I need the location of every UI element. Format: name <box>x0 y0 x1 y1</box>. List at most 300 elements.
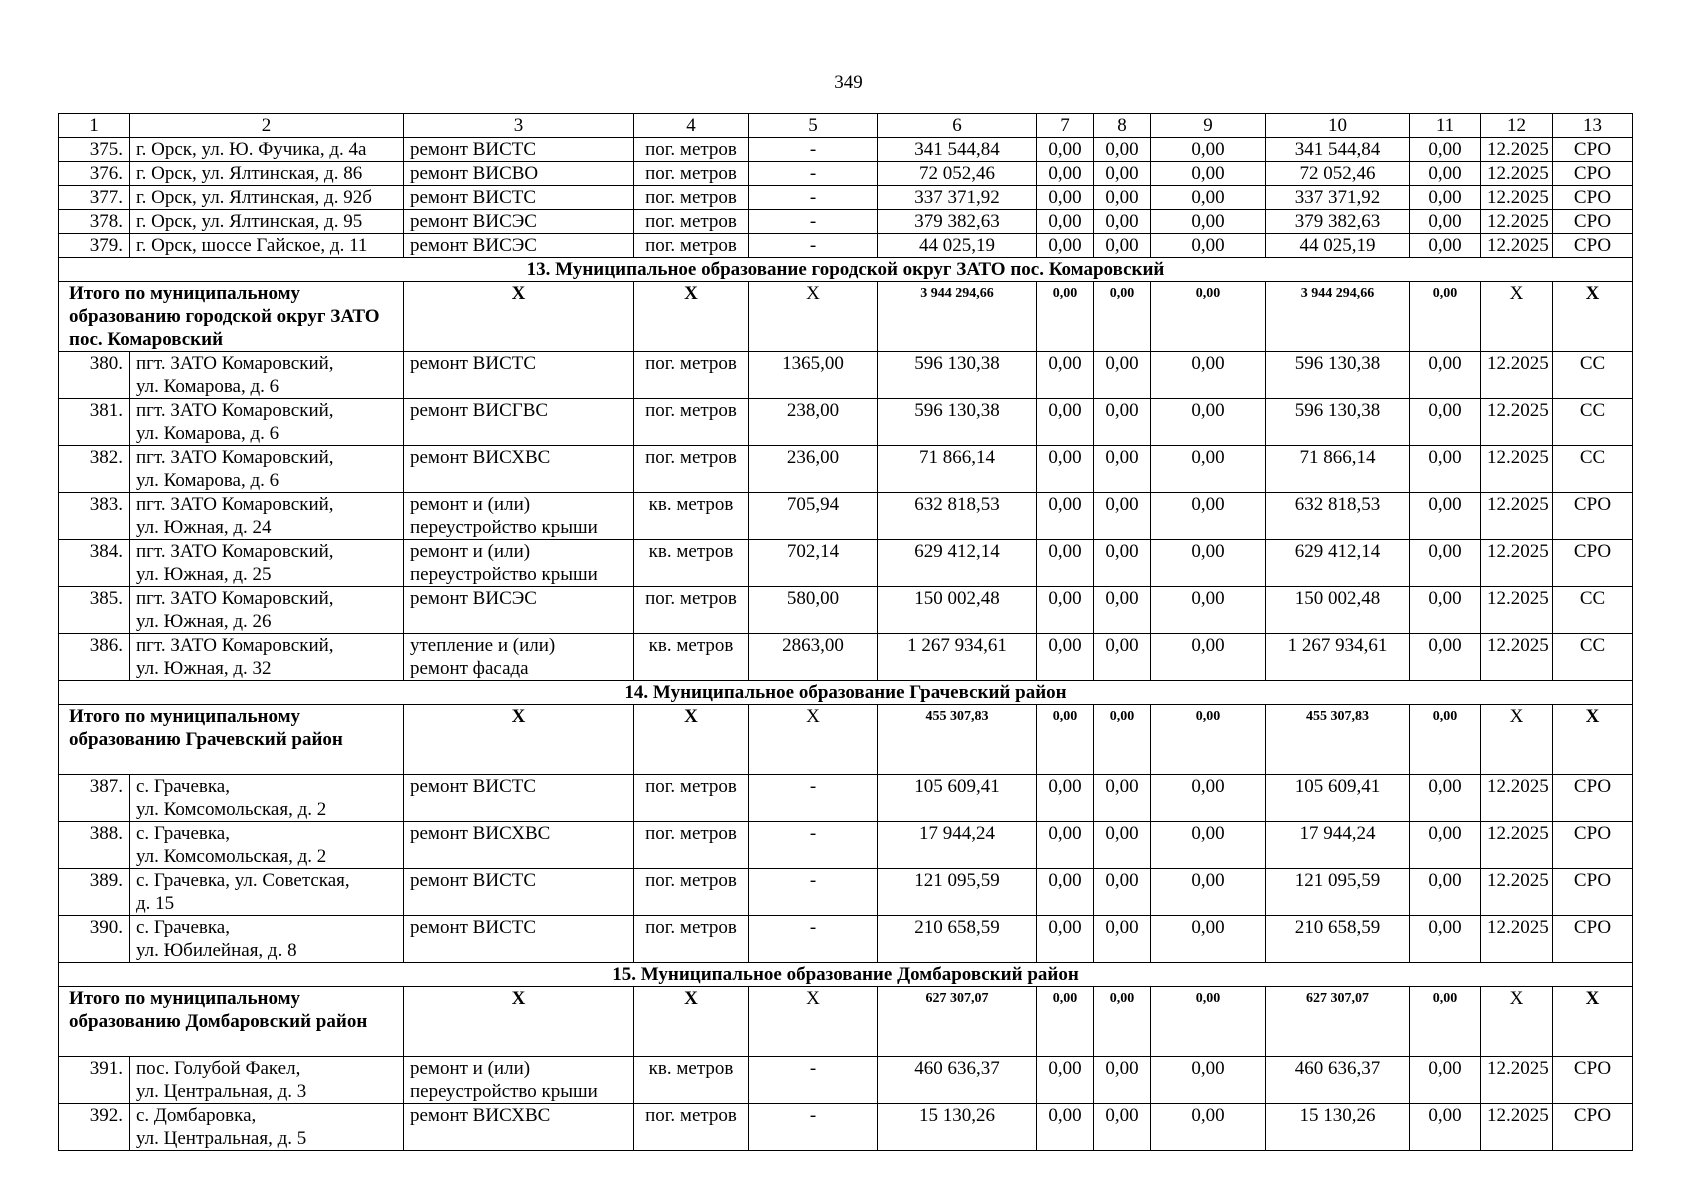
table-row <box>59 540 1633 587</box>
work-type-cell <box>404 210 634 234</box>
work-type-line: ремонт ВИСТС <box>410 917 537 938</box>
deadline-cell: 12.2025 <box>1481 1104 1553 1151</box>
address-line: ул. Комарова, д. 6 <box>136 376 280 397</box>
address-cell <box>130 775 404 822</box>
work-type-line: ремонт и (или) <box>410 1058 531 1079</box>
address-line: г. Орск, ул. Ялтинская, д. 92б <box>136 187 372 208</box>
cost-cell: 71 866,14 <box>878 446 1037 493</box>
cost-cell: 105 609,41 <box>878 775 1037 822</box>
work-type-cell <box>404 587 634 634</box>
total-value: 0,00 <box>1151 987 1266 1057</box>
value-cell: 0,00 <box>1037 822 1094 869</box>
column-number: 13 <box>1553 114 1633 138</box>
value-cell: 0,00 <box>1151 234 1266 258</box>
method-cell: СРО <box>1553 775 1633 822</box>
total-x: Х <box>749 282 878 352</box>
cost-cell: 379 382,63 <box>878 210 1037 234</box>
column-number: 12 <box>1481 114 1553 138</box>
value-cell: 0,00 <box>1037 493 1094 540</box>
cost-cell: 629 412,14 <box>878 540 1037 587</box>
value-cell: 0,00 <box>1094 634 1151 681</box>
work-type-line: переустройство крыши <box>410 517 598 538</box>
value-cell: 0,00 <box>1151 540 1266 587</box>
column-number-row <box>59 114 1633 138</box>
value-cell: 0,00 <box>1151 822 1266 869</box>
page-number: 349 <box>834 72 863 93</box>
value-cell: 0,00 <box>1151 446 1266 493</box>
address-line: пгт. ЗАТО Комаровский, <box>136 400 334 421</box>
address-line: пгт. ЗАТО Комаровский, <box>136 635 334 656</box>
unit-cell: пог. метров <box>634 352 749 399</box>
deadline-cell: 12.2025 <box>1481 634 1553 681</box>
address-line: ул. Южная, д. 24 <box>136 517 272 538</box>
value-cell: 0,00 <box>1151 162 1266 186</box>
total-x: Х <box>1481 705 1553 775</box>
address-line: ул. Южная, д. 26 <box>136 611 272 632</box>
table-row <box>59 775 1633 822</box>
section-header-row <box>59 963 1633 987</box>
column-number: 6 <box>878 114 1037 138</box>
deadline-cell: 12.2025 <box>1481 540 1553 587</box>
unit-cell: пог. метров <box>634 210 749 234</box>
quantity-cell: - <box>749 210 878 234</box>
address-line: пгт. ЗАТО Комаровский, <box>136 353 334 374</box>
value-cell: 0,00 <box>1037 234 1094 258</box>
row-number: 383. <box>59 493 130 540</box>
column-number: 1 <box>59 114 130 138</box>
address-line: пос. Голубой Факел, <box>136 1058 301 1079</box>
value-cell: 0,00 <box>1410 916 1481 963</box>
cost-cell: 460 636,37 <box>878 1057 1037 1104</box>
address-line: г. Орск, ул. Ялтинская, д. 95 <box>136 211 363 232</box>
value-cell: 0,00 <box>1151 1057 1266 1104</box>
work-type-line: ремонт ВИСХВС <box>410 823 551 844</box>
value-cell: 0,00 <box>1094 186 1151 210</box>
deadline-cell: 12.2025 <box>1481 775 1553 822</box>
address-cell <box>130 186 404 210</box>
unit-cell: кв. метров <box>634 540 749 587</box>
value-cell: 0,00 <box>1094 446 1151 493</box>
row-number: 377. <box>59 186 130 210</box>
address-cell <box>130 399 404 446</box>
cost-cell: 121 095,59 <box>1266 869 1410 916</box>
total-value: 0,00 <box>1151 282 1266 352</box>
total-cost: 455 307,83 <box>1266 705 1410 775</box>
table-row <box>59 399 1633 446</box>
method-cell: СС <box>1553 587 1633 634</box>
table-row <box>59 1057 1633 1104</box>
value-cell: 0,00 <box>1037 162 1094 186</box>
quantity-cell: 1365,00 <box>749 352 878 399</box>
value-cell: 0,00 <box>1151 210 1266 234</box>
value-cell: 0,00 <box>1094 587 1151 634</box>
cost-cell: 1 267 934,61 <box>1266 634 1410 681</box>
cost-cell: 121 095,59 <box>878 869 1037 916</box>
address-cell <box>130 1057 404 1104</box>
address-line: г. Орск, ул. Ялтинская, д. 86 <box>136 163 363 184</box>
cost-cell: 72 052,46 <box>878 162 1037 186</box>
value-cell: 0,00 <box>1037 587 1094 634</box>
value-cell: 0,00 <box>1094 162 1151 186</box>
total-x: Х <box>634 282 749 352</box>
section-title: 15. Муниципальное образование Домбаровский район <box>59 963 1633 987</box>
total-row <box>59 987 1633 1057</box>
column-number: 5 <box>749 114 878 138</box>
method-cell: СРО <box>1553 162 1633 186</box>
value-cell: 0,00 <box>1094 234 1151 258</box>
row-number: 386. <box>59 634 130 681</box>
address-line: пгт. ЗАТО Комаровский, <box>136 447 334 468</box>
deadline-cell: 12.2025 <box>1481 916 1553 963</box>
work-type-cell <box>404 352 634 399</box>
cost-cell: 15 130,26 <box>878 1104 1037 1151</box>
deadline-cell: 12.2025 <box>1481 587 1553 634</box>
work-type-line: утепление и (или) <box>410 635 556 656</box>
method-cell: СРО <box>1553 869 1633 916</box>
value-cell: 0,00 <box>1151 916 1266 963</box>
table-row <box>59 138 1633 162</box>
row-number: 390. <box>59 916 130 963</box>
quantity-cell: - <box>749 775 878 822</box>
address-line: пгт. ЗАТО Комаровский, <box>136 541 334 562</box>
cost-cell: 596 130,38 <box>878 399 1037 446</box>
quantity-cell: 580,00 <box>749 587 878 634</box>
cost-cell: 17 944,24 <box>1266 822 1410 869</box>
value-cell: 0,00 <box>1151 138 1266 162</box>
address-cell <box>130 210 404 234</box>
row-number: 381. <box>59 399 130 446</box>
address-line: г. Орск, шоссе Гайское, д. 11 <box>136 235 368 256</box>
unit-cell: пог. метров <box>634 869 749 916</box>
address-line: ул. Комсомольская, д. 2 <box>136 846 327 867</box>
column-number: 10 <box>1266 114 1410 138</box>
value-cell: 0,00 <box>1410 869 1481 916</box>
value-cell: 0,00 <box>1151 1104 1266 1151</box>
total-x: Х <box>1553 987 1633 1057</box>
quantity-cell: - <box>749 1057 878 1104</box>
row-number: 385. <box>59 587 130 634</box>
work-type-line: ремонт и (или) <box>410 541 531 562</box>
address-line: пгт. ЗАТО Комаровский, <box>136 494 334 515</box>
table-row <box>59 186 1633 210</box>
value-cell: 0,00 <box>1037 1104 1094 1151</box>
value-cell: 0,00 <box>1037 352 1094 399</box>
column-number: 4 <box>634 114 749 138</box>
value-cell: 0,00 <box>1037 446 1094 493</box>
cost-cell: 17 944,24 <box>878 822 1037 869</box>
cost-cell: 105 609,41 <box>1266 775 1410 822</box>
work-type-cell <box>404 916 634 963</box>
value-cell: 0,00 <box>1094 210 1151 234</box>
deadline-cell: 12.2025 <box>1481 1057 1553 1104</box>
total-x: Х <box>1481 987 1553 1057</box>
work-type-line: переустройство крыши <box>410 1081 598 1102</box>
unit-cell: пог. метров <box>634 587 749 634</box>
total-x: Х <box>404 282 634 352</box>
total-x: Х <box>634 705 749 775</box>
method-cell: СРО <box>1553 234 1633 258</box>
row-number: 378. <box>59 210 130 234</box>
value-cell: 0,00 <box>1094 493 1151 540</box>
row-number: 380. <box>59 352 130 399</box>
value-cell: 0,00 <box>1037 916 1094 963</box>
cost-cell: 460 636,37 <box>1266 1057 1410 1104</box>
quantity-cell: - <box>749 138 878 162</box>
value-cell: 0,00 <box>1410 540 1481 587</box>
cost-cell: 629 412,14 <box>1266 540 1410 587</box>
table-row <box>59 1104 1633 1151</box>
address-line: ул. Комсомольская, д. 2 <box>136 799 327 820</box>
method-cell: СРО <box>1553 186 1633 210</box>
address-line: пгт. ЗАТО Комаровский, <box>136 588 334 609</box>
address-line: д. 15 <box>136 893 175 914</box>
deadline-cell: 12.2025 <box>1481 210 1553 234</box>
value-cell: 0,00 <box>1037 210 1094 234</box>
deadline-cell: 12.2025 <box>1481 869 1553 916</box>
address-cell <box>130 162 404 186</box>
deadline-cell: 12.2025 <box>1481 399 1553 446</box>
work-type-line: переустройство крыши <box>410 564 598 585</box>
cost-cell: 632 818,53 <box>878 493 1037 540</box>
address-line: ул. Южная, д. 25 <box>136 564 272 585</box>
address-cell <box>130 1104 404 1151</box>
method-cell: СРО <box>1553 822 1633 869</box>
cost-cell: 337 371,92 <box>878 186 1037 210</box>
value-cell: 0,00 <box>1094 869 1151 916</box>
cost-cell: 72 052,46 <box>1266 162 1410 186</box>
work-type-line: ремонт ВИСВО <box>410 163 539 184</box>
method-cell: СС <box>1553 634 1633 681</box>
cost-cell: 596 130,38 <box>1266 352 1410 399</box>
row-number: 384. <box>59 540 130 587</box>
cost-cell: 341 544,84 <box>1266 138 1410 162</box>
address-line: с. Грачевка, <box>136 823 230 844</box>
work-type-cell <box>404 1057 634 1104</box>
total-value: 0,00 <box>1094 282 1151 352</box>
cost-cell: 632 818,53 <box>1266 493 1410 540</box>
work-type-line: ремонт ВИСТС <box>410 353 537 374</box>
total-x: Х <box>404 987 634 1057</box>
method-cell: СРО <box>1553 540 1633 587</box>
value-cell: 0,00 <box>1410 822 1481 869</box>
table-row <box>59 493 1633 540</box>
table-row <box>59 916 1633 963</box>
value-cell: 0,00 <box>1037 1057 1094 1104</box>
value-cell: 0,00 <box>1410 493 1481 540</box>
table-row <box>59 822 1633 869</box>
quantity-cell: - <box>749 822 878 869</box>
work-type-cell <box>404 399 634 446</box>
value-cell: 0,00 <box>1410 1104 1481 1151</box>
method-cell: СРО <box>1553 210 1633 234</box>
unit-cell: пог. метров <box>634 1104 749 1151</box>
total-cost: 627 307,07 <box>1266 987 1410 1057</box>
work-type-cell <box>404 1104 634 1151</box>
cost-cell: 44 025,19 <box>1266 234 1410 258</box>
method-cell: СРО <box>1553 138 1633 162</box>
value-cell: 0,00 <box>1151 186 1266 210</box>
method-cell: СС <box>1553 352 1633 399</box>
address-line: ул. Южная, д. 32 <box>136 658 272 679</box>
row-number: 392. <box>59 1104 130 1151</box>
work-type-cell <box>404 446 634 493</box>
unit-cell: пог. метров <box>634 186 749 210</box>
row-number: 375. <box>59 138 130 162</box>
address-cell <box>130 352 404 399</box>
deadline-cell: 12.2025 <box>1481 138 1553 162</box>
unit-cell: пог. метров <box>634 138 749 162</box>
deadline-cell: 12.2025 <box>1481 822 1553 869</box>
value-cell: 0,00 <box>1410 399 1481 446</box>
work-type-cell <box>404 234 634 258</box>
method-cell: СРО <box>1553 1057 1633 1104</box>
deadline-cell: 12.2025 <box>1481 493 1553 540</box>
value-cell: 0,00 <box>1410 352 1481 399</box>
cost-cell: 341 544,84 <box>878 138 1037 162</box>
value-cell: 0,00 <box>1410 138 1481 162</box>
work-type-line: ремонт ВИСЭС <box>410 235 537 256</box>
address-line: с. Грачевка, <box>136 917 230 938</box>
cost-cell: 596 130,38 <box>1266 399 1410 446</box>
quantity-cell: - <box>749 869 878 916</box>
value-cell: 0,00 <box>1151 634 1266 681</box>
total-x: Х <box>634 987 749 1057</box>
table-row <box>59 869 1633 916</box>
work-type-cell <box>404 775 634 822</box>
cost-cell: 1 267 934,61 <box>878 634 1037 681</box>
value-cell: 0,00 <box>1151 399 1266 446</box>
total-x: Х <box>404 705 634 775</box>
value-cell: 0,00 <box>1094 1057 1151 1104</box>
table-row <box>59 446 1633 493</box>
unit-cell: кв. метров <box>634 1057 749 1104</box>
row-number: 382. <box>59 446 130 493</box>
table-row <box>59 234 1633 258</box>
value-cell: 0,00 <box>1410 162 1481 186</box>
work-type-line: ремонт ВИСГВС <box>410 400 549 421</box>
row-number: 379. <box>59 234 130 258</box>
row-number: 388. <box>59 822 130 869</box>
deadline-cell: 12.2025 <box>1481 352 1553 399</box>
total-value: 0,00 <box>1037 705 1094 775</box>
column-number: 8 <box>1094 114 1151 138</box>
unit-cell: пог. метров <box>634 446 749 493</box>
value-cell: 0,00 <box>1094 1104 1151 1151</box>
unit-cell: кв. метров <box>634 634 749 681</box>
work-type-line: ремонт и (или) <box>410 494 531 515</box>
quantity-cell: 702,14 <box>749 540 878 587</box>
value-cell: 0,00 <box>1151 869 1266 916</box>
section-header-row <box>59 681 1633 705</box>
address-line: ул. Комарова, д. 6 <box>136 423 280 444</box>
total-x: Х <box>749 987 878 1057</box>
value-cell: 0,00 <box>1037 186 1094 210</box>
value-cell: 0,00 <box>1151 352 1266 399</box>
work-type-line: ремонт ВИСХВС <box>410 1105 551 1126</box>
total-cost: 3 944 294,66 <box>878 282 1037 352</box>
value-cell: 0,00 <box>1094 352 1151 399</box>
total-value: 0,00 <box>1094 705 1151 775</box>
cost-cell: 150 002,48 <box>878 587 1037 634</box>
address-cell <box>130 234 404 258</box>
total-value: 0,00 <box>1037 987 1094 1057</box>
column-number: 3 <box>404 114 634 138</box>
row-number: 387. <box>59 775 130 822</box>
table-row <box>59 634 1633 681</box>
value-cell: 0,00 <box>1410 1057 1481 1104</box>
program-table <box>58 113 1633 1151</box>
total-x: Х <box>1481 282 1553 352</box>
value-cell: 0,00 <box>1037 138 1094 162</box>
address-cell <box>130 540 404 587</box>
cost-cell: 337 371,92 <box>1266 186 1410 210</box>
address-line: с. Грачевка, ул. Советская, <box>136 870 350 891</box>
address-line: г. Орск, ул. Ю. Фучика, д. 4а <box>136 139 367 160</box>
address-cell <box>130 138 404 162</box>
deadline-cell: 12.2025 <box>1481 186 1553 210</box>
row-number: 376. <box>59 162 130 186</box>
address-line: ул. Юбилейная, д. 8 <box>136 940 297 961</box>
address-cell <box>130 587 404 634</box>
address-line: с. Грачевка, <box>136 776 230 797</box>
work-type-line: ремонт ВИСЭС <box>410 211 537 232</box>
value-cell: 0,00 <box>1410 186 1481 210</box>
work-type-cell <box>404 138 634 162</box>
total-label: Итого по муниципальному образованию городской округ ЗАТО пос. Комаровский <box>59 282 404 352</box>
value-cell: 0,00 <box>1151 775 1266 822</box>
address-cell <box>130 446 404 493</box>
total-cost: 627 307,07 <box>878 987 1037 1057</box>
method-cell: СРО <box>1553 916 1633 963</box>
cost-cell: 150 002,48 <box>1266 587 1410 634</box>
quantity-cell: - <box>749 1104 878 1151</box>
table-row <box>59 587 1633 634</box>
value-cell: 0,00 <box>1410 587 1481 634</box>
work-type-line: ремонт ВИСТС <box>410 187 537 208</box>
work-type-cell <box>404 822 634 869</box>
value-cell: 0,00 <box>1094 916 1151 963</box>
cost-cell: 210 658,59 <box>1266 916 1410 963</box>
total-label: Итого по муниципальному образованию Домбаровский район <box>59 987 404 1057</box>
quantity-cell: 705,94 <box>749 493 878 540</box>
address-cell <box>130 634 404 681</box>
work-type-line: ремонт фасада <box>410 658 529 679</box>
address-cell <box>130 916 404 963</box>
deadline-cell: 12.2025 <box>1481 446 1553 493</box>
total-value: 0,00 <box>1410 282 1481 352</box>
value-cell: 0,00 <box>1410 446 1481 493</box>
method-cell: СС <box>1553 446 1633 493</box>
total-value: 0,00 <box>1151 705 1266 775</box>
section-title: 14. Муниципальное образование Грачевский район <box>59 681 1633 705</box>
deadline-cell: 12.2025 <box>1481 162 1553 186</box>
total-cost: 455 307,83 <box>878 705 1037 775</box>
value-cell: 0,00 <box>1094 138 1151 162</box>
unit-cell: пог. метров <box>634 822 749 869</box>
value-cell: 0,00 <box>1151 493 1266 540</box>
value-cell: 0,00 <box>1037 634 1094 681</box>
row-number: 391. <box>59 1057 130 1104</box>
unit-cell: пог. метров <box>634 916 749 963</box>
quantity-cell: - <box>749 234 878 258</box>
column-number: 7 <box>1037 114 1094 138</box>
address-line: ул. Центральная, д. 3 <box>136 1081 307 1102</box>
total-value: 0,00 <box>1410 987 1481 1057</box>
value-cell: 0,00 <box>1037 540 1094 587</box>
value-cell: 0,00 <box>1094 540 1151 587</box>
total-x: Х <box>749 705 878 775</box>
row-number: 389. <box>59 869 130 916</box>
